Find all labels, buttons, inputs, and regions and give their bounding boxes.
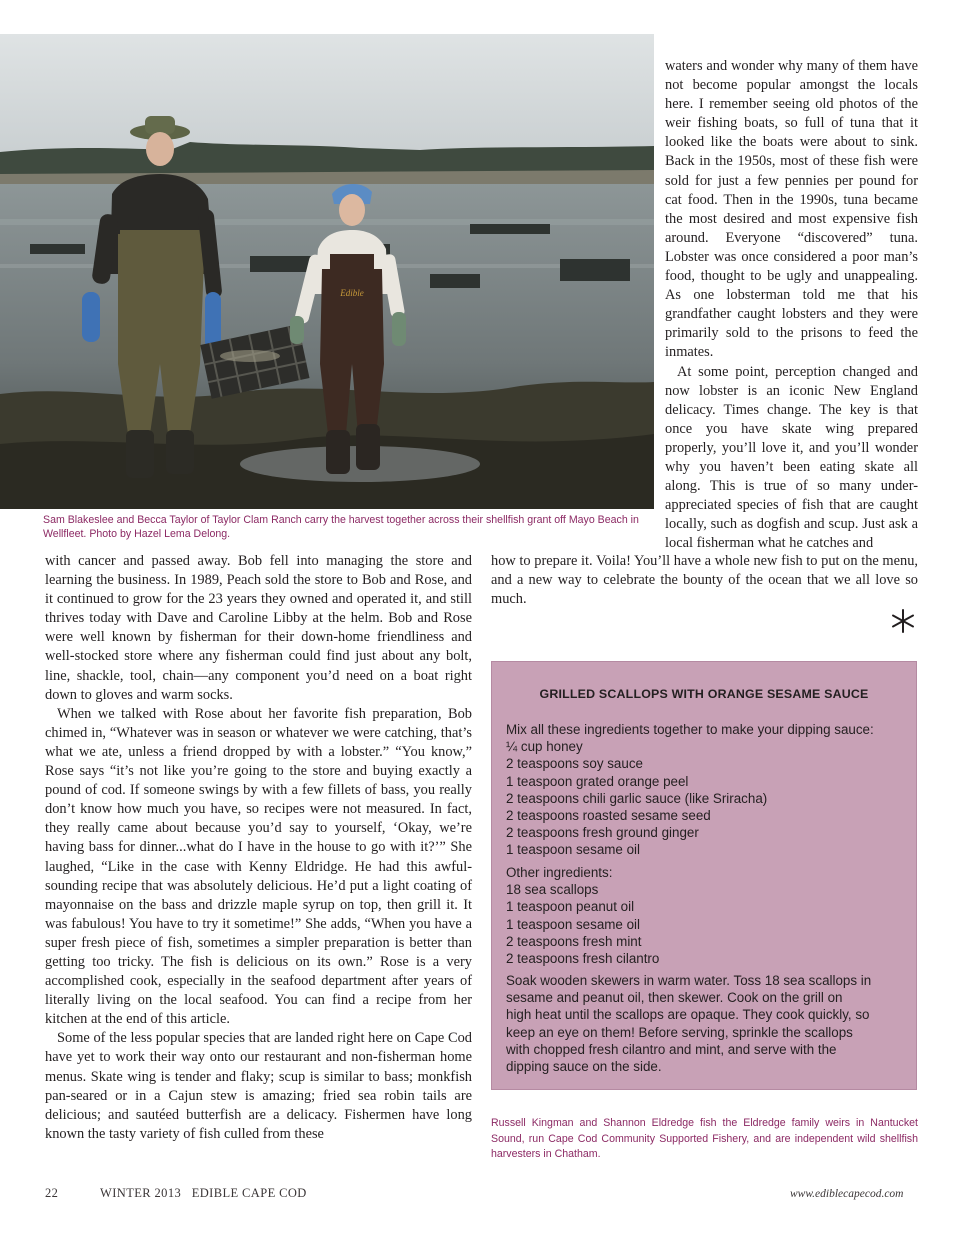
recipe-ingredient: 1 teaspoon sesame oil (506, 916, 640, 932)
article-paragraph: Some of the less popular species that are landed right here on Cape Cod have yet to work their way onto our restaurant and non-fisherman home menus. Skate wing is tender and flaky; scup is similar to bass; monkfish pan-seared or in a Cajun stew is amazing; fried sea robin tails are delicious; and sautéed butterfish are a delicacy. Fishermen have long known the tasty variety of fish culled from these (45, 1030, 472, 1142)
article-column-right-bottom (491, 552, 918, 609)
recipe-other-intro: Other ingredients: (506, 865, 613, 880)
photo-harvesters-illustration (0, 34, 654, 509)
article-column-left (45, 552, 472, 1144)
recipe-instruction-line: sesame and peanut oil, then skewer. Cook on the grill on (506, 990, 843, 1006)
recipe-instructions (506, 972, 908, 1075)
article-paragraph: When we talked with Rose about her favorite fish preparation, Bob chimed in, “Whatever was in season or whatever we were catching, that’s what we ate, unless a friend dropped by with a lobster.” “You know,” Rose says “it’s not like you’re going to the store and buying exactly a pound of cod. If someone swings by with a few fillets of bass, you really don’t know how much you have, so recipes were not measured. In fact, they really came about because you’d say to yourself, ‘Okay, we’re having bass for dinner...what do I have in the house to go with it?’” She laughed, “Like in the case with Kenny Eldridge. He had this awful-sounding recipe that was absolutely delicious. He’d put a light coating of mayonnaise on the bass and drizzle maple syrup on top, then grill it. It was fabulous! You have to try it sometime!” She adds, “When you have a super fresh piece of fish, sometimes a simpler preparation is better than getting too tricky. The fish is delicious on its own.” Rose is a very accomplished cook, especially in the seafood department after years of literally living on the local seafood. You can find a recipe from her kitchen at the end of this article. (45, 705, 472, 1028)
recipe-ingredient: 2 teaspoons roasted sesame seed (506, 808, 711, 824)
article-column-right-top (665, 57, 918, 553)
author-bio: Russell Kingman and Shannon Eldredge fish the Eldredge family weirs in Nantucket Sound, run Cape Cod Community Supported Fishery, and are independent wild shellfish harvesters in Chatham. (491, 1117, 918, 1160)
apron-logo-text: Edible (340, 288, 364, 298)
article-paragraph: with cancer and passed away. Bob fell into managing the store and learning the business. In 1989, Peach sold the store to Bob and Rose, and it continued to grow for the 23 years they owned and operated it, and still thrives today with Dave and Caroline Libby at the helm. Bob and Rose were well known by fisherman for their down-home friendliness and well-stocked store where any fisherman could find just about any bolt, line, shackle, tool, chain—any component you’d need on a boat right down to gloves and warm socks. (45, 553, 472, 703)
recipe-instruction-line: with chopped fresh cilantro and mint, and serve with the (506, 1041, 837, 1057)
article-paragraph: how to prepare it. Voila! You’ll have a whole new fish to put on the menu, and a new way to celebrate the bounty of the ocean that we all love so much. (491, 553, 918, 608)
website-link[interactable]: www.ediblecapecod.com (790, 1188, 904, 1200)
recipe-ingredient: 2 teaspoons chili garlic sauce (like Sriracha) (506, 790, 768, 806)
page-number: 22 (45, 1186, 59, 1200)
recipe-ingredient: 2 teaspoons fresh mint (506, 933, 642, 949)
recipe-box (491, 661, 917, 1090)
issue-label: WINTER 2013 EDIBLE CAPE COD (100, 1186, 307, 1200)
recipe-ingredient: 2 teaspoons fresh cilantro (506, 951, 660, 967)
recipe-title: GRILLED SCALLOPS WITH ORANGE SESAME SAUCE (539, 687, 869, 701)
recipe-instruction-line: high heat until the scallops are opaque. They cook quickly, so (506, 1007, 870, 1023)
article-photo (0, 34, 654, 509)
recipe-sauce-ingredients (506, 721, 908, 859)
recipe-instruction-line: Soak wooden skewers in warm water. Toss 18 sea scallops in (506, 973, 872, 988)
recipe-ingredient: ¼ cup honey (506, 739, 583, 755)
photo-caption: Sam Blakeslee and Becca Taylor of Taylor Clam Ranch carry the harvest together across their shellfish grant off Mayo Beach in Wellfleet. Photo by Hazel Lema Delong. (43, 514, 639, 540)
recipe-ingredient: 1 teaspoon grated orange peel (506, 773, 689, 789)
recipe-instruction-line: keep an eye on them! Before serving, sprinkle the scallops (506, 1024, 853, 1040)
recipe-ingredient: 1 teaspoon sesame oil (506, 842, 640, 858)
recipe-ingredient: 2 teaspoons fresh ground ginger (506, 825, 699, 841)
article-paragraph: waters and wonder why many of them have not become popular amongst the locals here. I remember seeing old photos of the weir fishing boats, so full of tuna that it looked like the boats were about to sink. Back in the 1950s, most of these fish were sold for just a few pennies per pound for cat food. Then in the 1990s, tuna became the most desired and most expensive fish around. Everyone “discovered” tuna. Lobster was once considered a poor man’s food, thought to be ugly and unappealing. As one lobsterman told me that his grandfather caught lobsters and they were primarily sold to the prisons to feed the inmates. (665, 58, 918, 361)
recipe-instruction-line: dipping sauce on the side. (506, 1059, 662, 1075)
recipe-ingredient: 2 teaspoons soy sauce (506, 756, 643, 772)
recipe-ingredient: 1 teaspoon peanut oil (506, 899, 635, 915)
recipe-ingredient: 18 sea scallops (506, 882, 599, 898)
article-paragraph: At some point, perception changed and now lobster is an iconic New England delicacy. Times change. The key is that once you have skate wing prepared properly, you’ll love it, and you’ll wonder why you haven’t been eating skate all along. This is true of so many under-appreciated species of fish that are caught locally, such as dogfish and scup. Just ask a local fisherman what he catches and (665, 363, 918, 552)
end-of-article-star-icon (890, 608, 916, 634)
recipe-other-ingredients (506, 864, 908, 967)
recipe-sauce-intro: Mix all these ingredients together to make your dipping sauce: (506, 722, 874, 737)
